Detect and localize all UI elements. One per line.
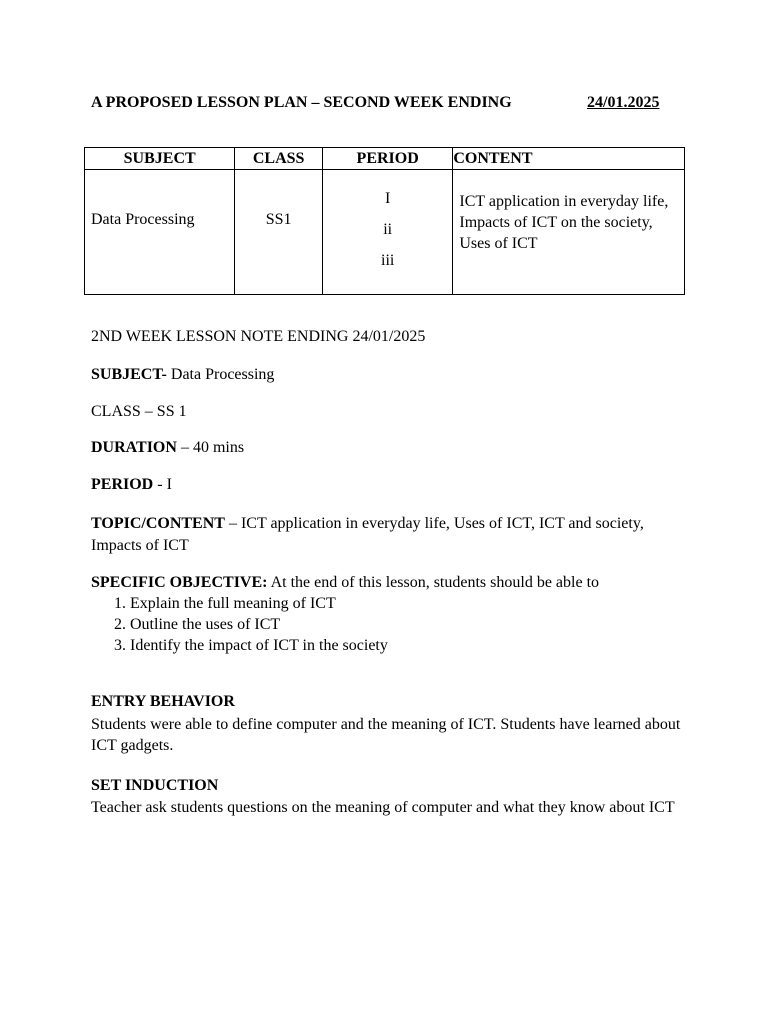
- period-text: - I: [153, 476, 172, 493]
- objective-line: [91, 574, 599, 592]
- period-3: iii: [381, 252, 395, 269]
- class-line: CLASS – SS 1: [91, 403, 187, 420]
- topic-paragraph: [91, 513, 681, 557]
- header-period: PERIOD: [322, 148, 452, 170]
- set-induction-text: Teacher ask students questions on the meaning of computer and what they know about ICT: [91, 799, 675, 816]
- header-content: CONTENT: [453, 148, 685, 170]
- set-induction-heading: SET INDUCTION: [91, 777, 219, 794]
- cell-subject: [85, 170, 235, 295]
- lesson-plan-table: [84, 147, 685, 295]
- objective-text: At the end of this lesson, students should be able to: [267, 574, 600, 591]
- subject-line: [91, 366, 274, 384]
- topic-text: – ICT application in everyday life, Uses of ICT, ICT and society, Impacts of ICT: [91, 515, 644, 554]
- header-subject: SUBJECT: [85, 148, 235, 170]
- period-line: [91, 476, 172, 494]
- entry-behavior-heading: ENTRY BEHAVIOR: [91, 693, 235, 710]
- table-row: [85, 170, 685, 295]
- duration-line: [91, 439, 244, 457]
- cell-period: [322, 170, 452, 295]
- entry-behavior-text: Students were able to define computer and the meaning of ICT. Students have learned about ICT gadgets.: [91, 716, 681, 754]
- list-item: 3. Identify the impact of ICT in the society: [114, 637, 388, 654]
- list-item: 1. Explain the full meaning of ICT: [114, 595, 336, 612]
- cell-content: [453, 170, 685, 295]
- period-2: ii: [383, 221, 393, 238]
- subject-value: Data Processing: [91, 211, 195, 228]
- header-class: CLASS: [235, 148, 323, 170]
- objectives-list: [114, 593, 388, 656]
- lesson-note-heading: 2ND WEEK LESSON NOTE ENDING 24/01/2025: [91, 328, 426, 345]
- document-title: A PROPOSED LESSON PLAN – SECOND WEEK ENDING: [91, 94, 512, 111]
- subject-text: Data Processing: [166, 366, 275, 383]
- content-value: ICT application in everyday life, Impacts of ICT on the society, Uses of ICT: [459, 193, 669, 252]
- document-date: 24/01.2025: [587, 94, 660, 111]
- cell-class: [235, 170, 323, 295]
- subject-label: SUBJECT-: [91, 366, 167, 383]
- duration-text: – 40 mins: [176, 439, 245, 456]
- duration-label: DURATION: [91, 439, 177, 456]
- class-value: SS1: [265, 211, 292, 228]
- table-header-row: [85, 148, 685, 170]
- period-1: I: [385, 190, 391, 207]
- objective-label: SPECIFIC OBJECTIVE:: [91, 574, 268, 591]
- period-label: PERIOD: [91, 476, 154, 493]
- list-item: 2. Outline the uses of ICT: [114, 616, 281, 633]
- topic-label: TOPIC/CONTENT: [91, 515, 225, 532]
